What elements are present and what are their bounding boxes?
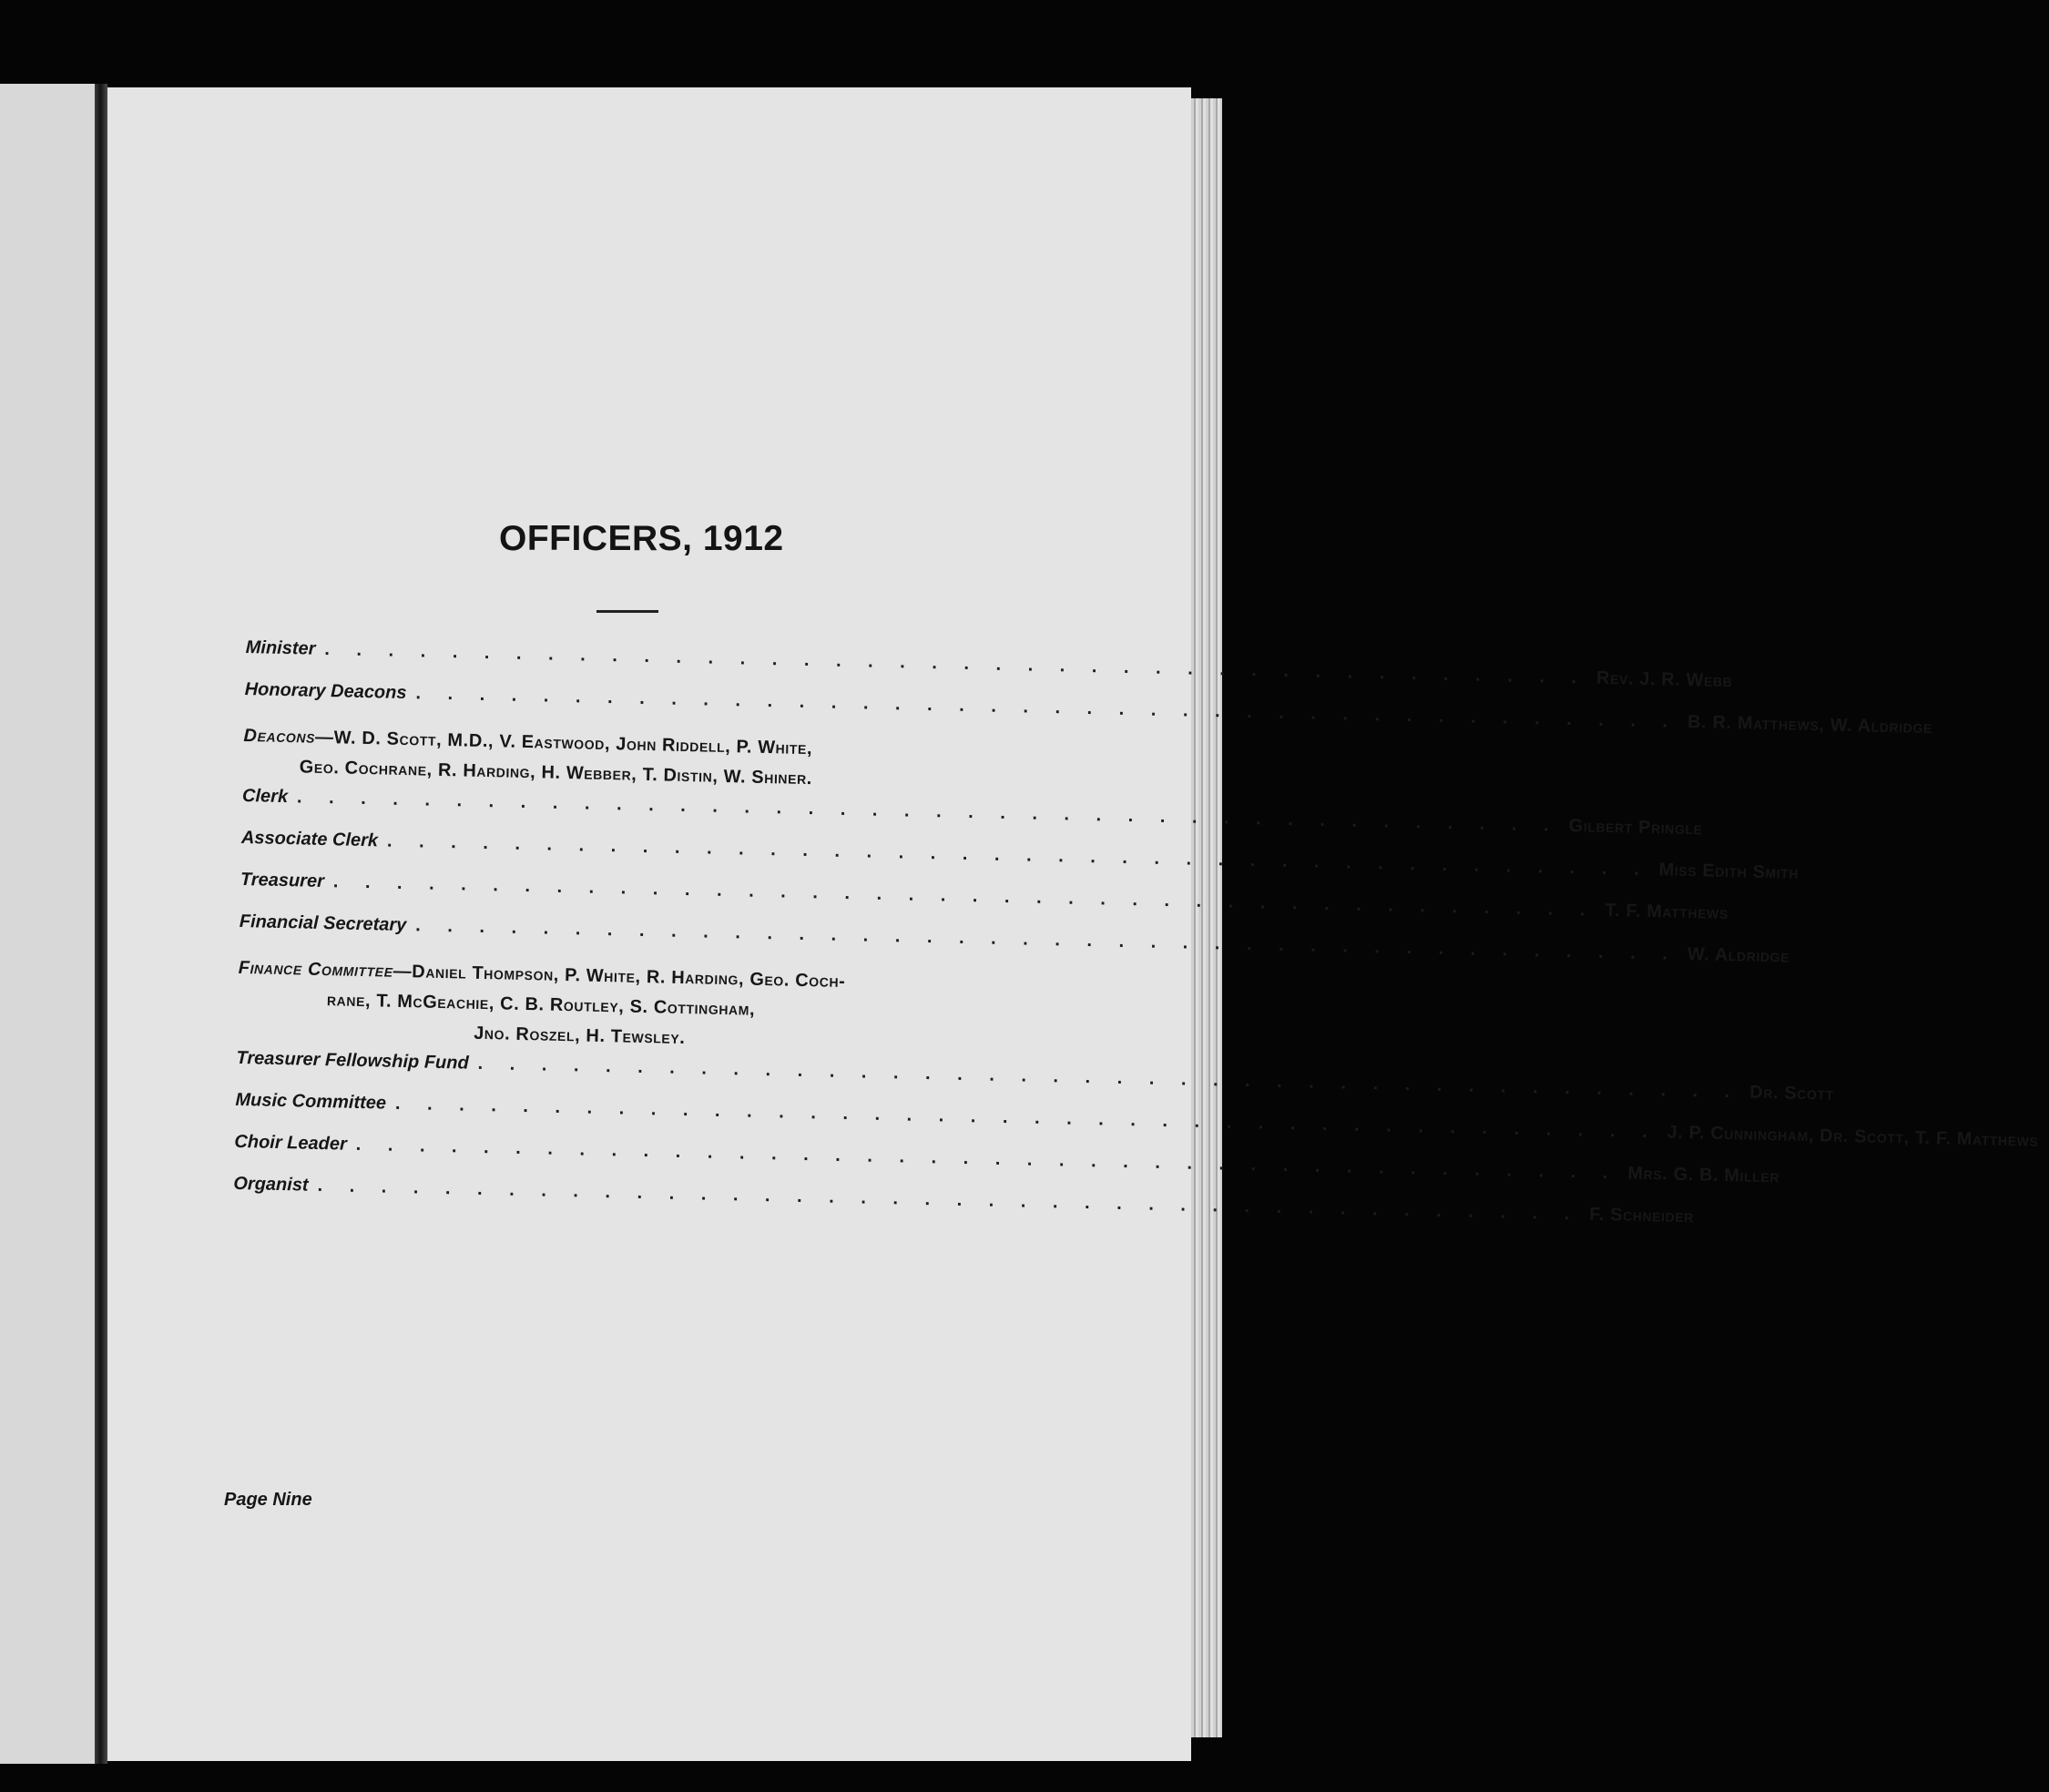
- officer-role: Treasurer: [240, 869, 325, 892]
- finance-committee-label: Finance Committee—: [238, 957, 413, 983]
- finance-committee-block: [237, 953, 994, 1061]
- title-rule: [596, 610, 658, 613]
- finance-committee-line-1: Daniel Thompson, P. White, R. Harding, Geo. Coch-: [412, 962, 846, 993]
- book-spine: [95, 84, 107, 1764]
- dot-leader: . . . . . . . . . . . . . . . . . . . . . . . . . . . . . . . . . . . . . . . .: [317, 1175, 1581, 1225]
- officer-name: Mrs. G. B. Miller: [1627, 1163, 1780, 1187]
- dot-leader: . . . . . . . . . . . . . . . . . . . . . . . . . . . . . . . . . . . . . . . .: [355, 1134, 1619, 1184]
- page-number: Page Nine: [224, 1490, 312, 1510]
- dot-leader: . . . . . . . . . . . . . . . . . . . . . . . . . . . . . . . . . . . . . . . .: [386, 830, 1650, 881]
- officer-name: B. R. Matthews, W. Aldridge: [1687, 711, 1933, 738]
- officer-role: Treasurer Fellowship Fund: [236, 1047, 469, 1074]
- officer-name: Rev. J. R. Webb: [1595, 667, 1733, 692]
- dot-leader: . . . . . . . . . . . . . . . . . . . . . . . . . . . . . . . . . . . . . . . .: [477, 1053, 1741, 1103]
- dot-leader: . . . . . . . . . . . . . . . . . . . . . . . . . . . . . . . . . . . . . . . .: [394, 1093, 1658, 1143]
- officer-name: Dr. Scott: [1749, 1082, 1835, 1105]
- dot-leader: . . . . . . . . . . . . . . . . . . . . . . . . . . . . . . . . . . . . . . . .: [332, 871, 1596, 921]
- page-title: OFFICERS, 1912: [499, 519, 784, 558]
- officer-name: J. P. Cunningham, Dr. Scott, T. F. Matthews: [1667, 1122, 2039, 1151]
- facing-page-edge: [0, 84, 102, 1764]
- officer-role: Associate Clerk: [240, 827, 379, 851]
- officer-role: Minister: [245, 637, 316, 659]
- dot-leader: . . . . . . . . . . . . . . . . . . . . . . . . . . . . . . . . . . . . . . . .: [415, 915, 1679, 964]
- deacons-label: Deacons—: [243, 725, 334, 748]
- officer-name: T. F. Matthews: [1605, 900, 1729, 924]
- officer-role: Financial Secretary: [239, 911, 407, 936]
- officer-name: Gilbert Pringle: [1568, 816, 1703, 840]
- officer-role: Choir Leader: [234, 1131, 348, 1155]
- officer-role: Honorary Deacons: [244, 678, 407, 704]
- dot-leader: . . . . . . . . . . . . . . . . . . . . . . . . . . . . . . . . . . . . . . . .: [415, 683, 1679, 732]
- officer-role: Clerk: [241, 785, 289, 808]
- dot-leader: . . . . . . . . . . . . . . . . . . . . . . . . . . . . . . . . . . . . . . . .: [324, 638, 1588, 688]
- officer-role: Music Committee: [235, 1089, 387, 1114]
- officer-name: Miss Edith Smith: [1658, 860, 1799, 883]
- officer-name: F. Schneider: [1588, 1204, 1695, 1227]
- page-stack-edge: [1191, 98, 1222, 1737]
- officers-list: [233, 637, 2039, 1233]
- finance-committee-line-2: rane, T. McGeachie, C. B. Routley, S. Cottingham,: [326, 990, 756, 1020]
- dot-leader: . . . . . . . . . . . . . . . . . . . . . . . . . . . . . . . . . . . . . . . .: [296, 787, 1560, 836]
- deacons-names-line-1: W. D. Scott, M.D., V. Eastwood, John Riddell, P. White,: [333, 728, 813, 759]
- finance-committee-line-3: Jno. Roszel, H. Tewsley.: [473, 1023, 686, 1049]
- officer-role: Organist: [233, 1173, 309, 1196]
- deacons-names-line-2: Geo. Cochrane, R. Harding, H. Webber, T. Distin, W. Shiner.: [299, 757, 813, 789]
- officer-name: W. Aldridge: [1687, 944, 1790, 967]
